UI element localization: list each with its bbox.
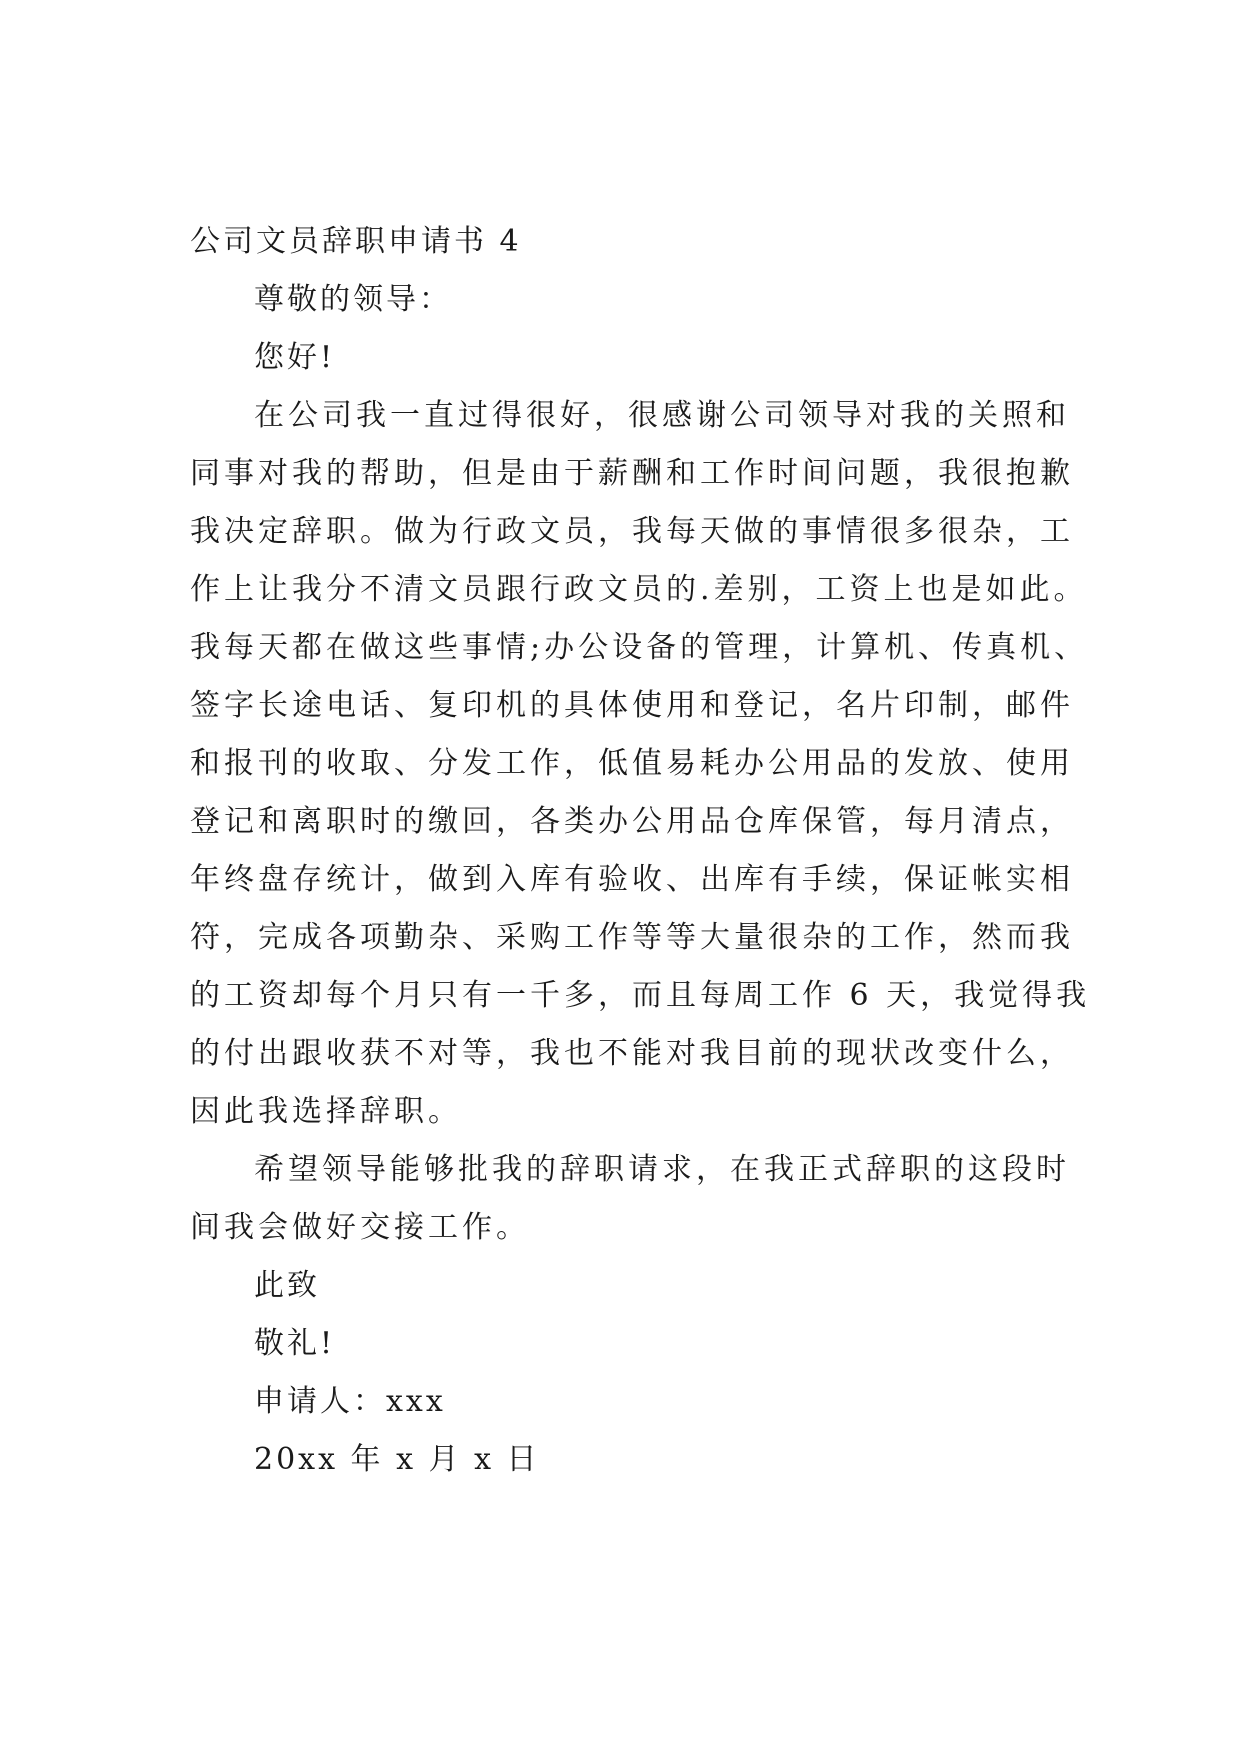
paragraph-line: 在公司我一直过得很好，很感谢公司领导对我的关照和 bbox=[254, 398, 1070, 433]
paragraph-line: 签字长途电话、复印机的具体使用和登记，名片印制，邮件 bbox=[190, 688, 1074, 723]
paragraph-line: 间我会做好交接工作。 bbox=[190, 1210, 530, 1245]
letter-content bbox=[190, 213, 1091, 1489]
closing-line-1: 此致 bbox=[254, 1268, 320, 1303]
paragraph-line: 希望领导能够批我的辞职请求，在我正式辞职的这段时 bbox=[254, 1152, 1070, 1187]
paragraph-line: 因此我选择辞职。 bbox=[190, 1094, 462, 1129]
applicant-signature: 申请人：xxx bbox=[254, 1384, 446, 1419]
paragraph-line: 符，完成各项勤杂、采购工作等等大量很杂的工作，然而我 bbox=[190, 920, 1074, 955]
greeting: 您好! bbox=[254, 340, 336, 375]
paragraph-line: 我每天都在做这些事情;办公设备的管理，计算机、传真机、 bbox=[190, 630, 1089, 665]
paragraph-line: 同事对我的帮助，但是由于薪酬和工作时间问题，我很抱歉 bbox=[190, 456, 1074, 491]
paragraph-line: 登记和离职时的缴回，各类办公用品仓库保管，每月清点， bbox=[190, 804, 1074, 839]
paragraph-line: 的付出跟收获不对等，我也不能对我目前的现状改变什么， bbox=[190, 1036, 1074, 1071]
salutation: 尊敬的领导： bbox=[254, 282, 452, 317]
document-title: 公司文员辞职申请书 4 bbox=[190, 224, 522, 259]
paragraph-line: 作上让我分不清文员跟行政文员的.差别，工资上也是如此。 bbox=[190, 572, 1088, 607]
body-paragraph-2 bbox=[190, 1141, 1070, 1257]
paragraph-line: 的工资却每个月只有一千多，而且每周工作 6 天，我觉得我 bbox=[190, 978, 1091, 1013]
letter-date: 20xx 年 x 月 x 日 bbox=[254, 1442, 540, 1477]
paragraph-line: 年终盘存统计，做到入库有验收、出库有手续，保证帐实相 bbox=[190, 862, 1074, 897]
body-paragraph-1 bbox=[190, 387, 1091, 1141]
paragraph-line: 和报刊的收取、分发工作，低值易耗办公用品的发放、使用 bbox=[190, 746, 1074, 781]
paragraph-line: 我决定辞职。做为行政文员，我每天做的事情很多很杂，工 bbox=[190, 514, 1074, 549]
closing-line-2: 敬礼! bbox=[254, 1326, 336, 1361]
